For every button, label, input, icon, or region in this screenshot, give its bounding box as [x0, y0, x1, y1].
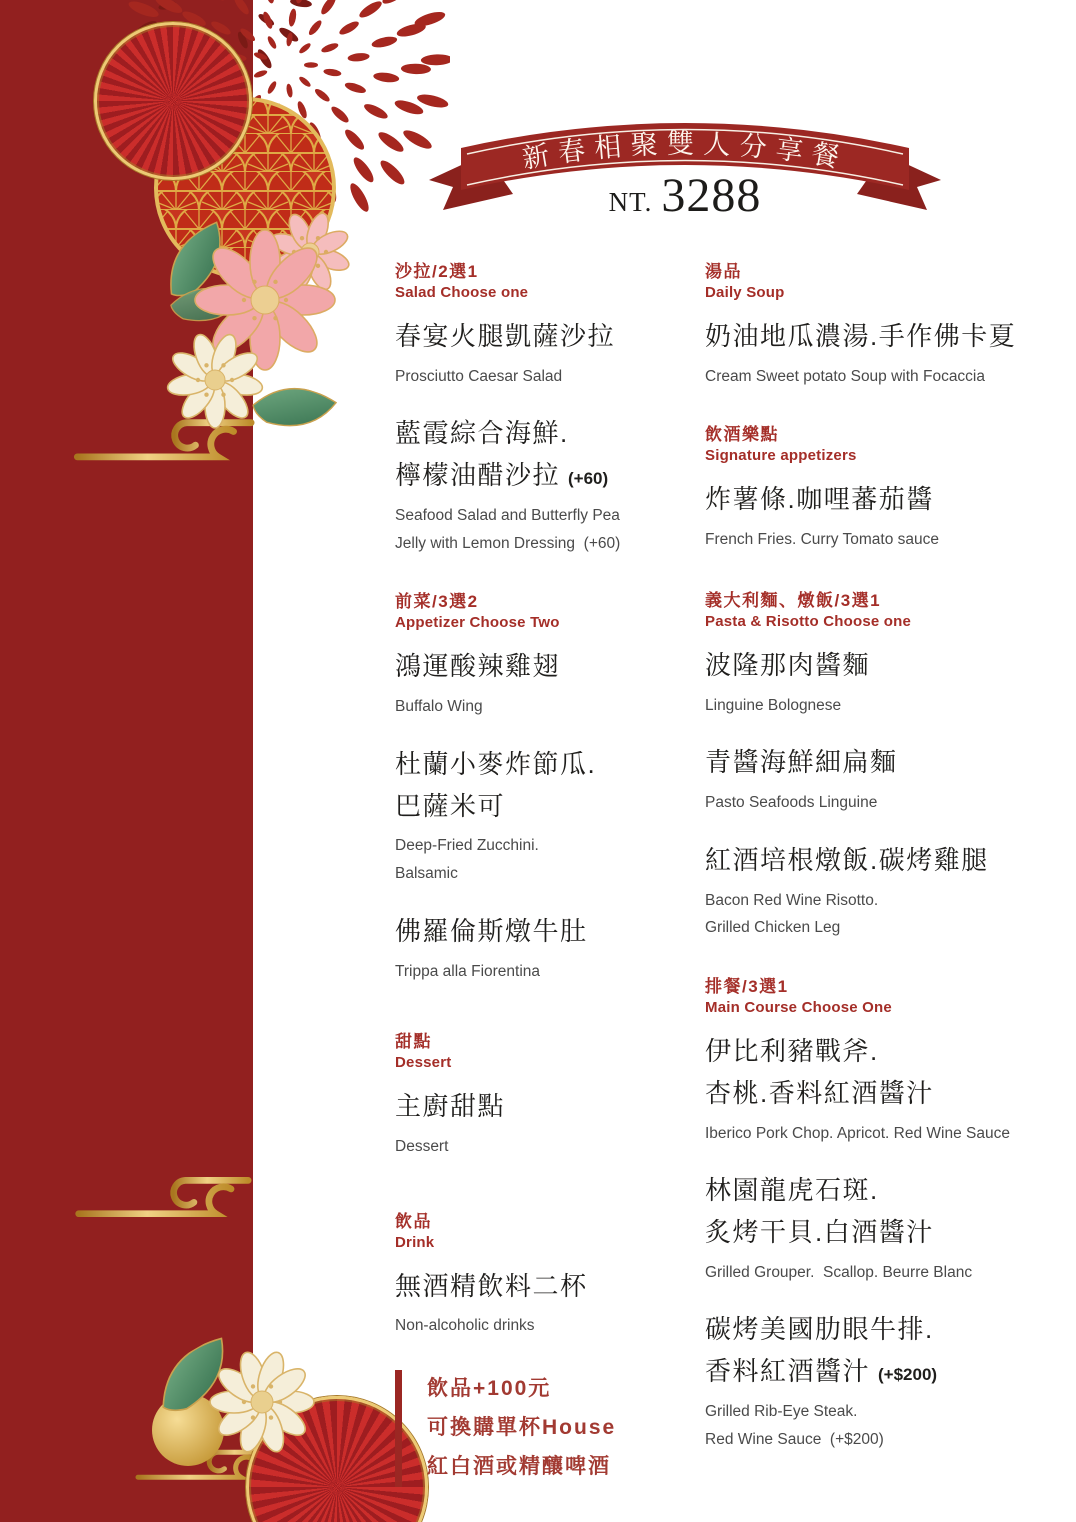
dish-name [705, 1309, 1057, 1392]
menu-item [705, 840, 1057, 942]
menu-column-right [705, 257, 1057, 1483]
menu-item [395, 1086, 687, 1160]
dish-description [705, 526, 1057, 554]
menu-section [395, 1027, 687, 1160]
menu-section [705, 420, 1057, 553]
dish-name-line: 炸薯條.咖哩蕃茄醬 [705, 484, 934, 515]
dish-description-line: Linguine Bolognese [705, 696, 842, 714]
dish-description-line: Balsamic [395, 865, 458, 883]
dish-description-line: Grilled Grouper. Scallop. Beurre Blanc [705, 1263, 973, 1281]
dish-name [395, 413, 687, 496]
dish-description [705, 1259, 1057, 1287]
dish-name-line: 杜蘭小麥炸節瓜. [395, 748, 597, 779]
dish-description [395, 958, 687, 986]
menu-item [395, 911, 687, 985]
section-heading-en: Salad Choose one [395, 284, 529, 301]
dish-description-line: Jelly with Lemon Dressing (+60) [395, 534, 621, 552]
dish-description-line: Grilled Rib-Eye Steak. [705, 1402, 858, 1420]
dish-description [395, 1133, 687, 1161]
dish-name-line: 奶油地瓜濃湯.手作佛卡夏 [705, 321, 1017, 351]
menu-section [395, 257, 687, 557]
dish-description [395, 363, 687, 391]
dish-description [705, 1120, 1057, 1148]
section-heading-zh: 前菜/3選2 [395, 592, 479, 612]
dish-name-line: 藍霞綜合海鮮. [395, 418, 569, 449]
dish-name [705, 479, 1057, 521]
dish-name-line: 佛羅倫斯燉牛肚 [395, 915, 588, 946]
dish-name-line: 檸檬油醋沙拉 (+60) [395, 460, 609, 491]
dish-description-line: Pasto Seafoods Linguine [705, 794, 878, 812]
dish-description-line: Seafood Salad and Butterfly Pea [395, 506, 620, 524]
section-heading-zh: 義大利麵、燉飯/3選1 [705, 590, 882, 610]
section-heading-zh: 飲酒樂點 [705, 425, 779, 445]
dish-description-line: Non-alcoholic drinks [395, 1317, 535, 1335]
dish-price-note: (+$200) [878, 1365, 938, 1385]
dish-name [705, 1031, 1057, 1114]
dish-name-line: 紅酒培根燉飯.碳烤雞腿 [705, 844, 989, 875]
dish-name-line: 無酒精飲料二杯 [395, 1270, 588, 1301]
menu-section [705, 257, 1057, 390]
menu-item [705, 645, 1057, 719]
menu-item [395, 646, 687, 720]
dish-name [395, 646, 687, 688]
menu-item [705, 1170, 1057, 1286]
banner-title: 新春相聚雙人分享餐 [519, 129, 851, 175]
menu-item [705, 479, 1057, 553]
dish-description [395, 1312, 687, 1340]
menu-item [395, 316, 687, 390]
menu-item [705, 742, 1057, 816]
paper-fan-icon [94, 22, 252, 180]
menu-section [705, 972, 1057, 1453]
dish-name-line: 伊比利豬戰斧. [705, 1036, 879, 1067]
dish-description-line: French Fries. Curry Tomato sauce [705, 531, 940, 549]
dish-description-line: Trippa alla Fiorentina [395, 962, 541, 980]
menu-item [395, 744, 687, 888]
dish-description [705, 789, 1057, 817]
note-line: 可換購單杯House [427, 1416, 617, 1440]
dish-description [395, 502, 687, 558]
dish-name [705, 1170, 1057, 1253]
dish-description [705, 1398, 1057, 1454]
note-line: 飲品+100元 [427, 1377, 552, 1401]
menu-item [395, 1266, 687, 1340]
dish-name-line: 林園龍虎石斑. [705, 1175, 879, 1206]
drink-upgrade-note [395, 1370, 687, 1487]
section-heading-en: Daily Soup [705, 284, 785, 301]
menu-item [395, 413, 687, 557]
section-heading-zh: 湯品 [705, 262, 742, 281]
title-banner [425, 92, 945, 242]
menu-section [395, 587, 687, 985]
dish-name [705, 316, 1057, 358]
section-heading-en: Appetizer Choose Two [395, 614, 560, 632]
dish-name [705, 645, 1057, 687]
dish-description [705, 887, 1057, 943]
dish-name-line: 青醬海鮮細扁麵 [705, 747, 898, 778]
section-heading-en: Pasta & Risotto Choose one [705, 612, 912, 630]
dish-name-line: 波隆那肉醬麵 [705, 649, 871, 680]
dish-description-line: Buffalo Wing [395, 698, 483, 716]
dish-name-line: 巴薩米可 [395, 790, 506, 821]
dish-name [395, 316, 687, 358]
section-heading-zh: 排餐/3選1 [705, 977, 789, 997]
dish-price-note: (+60) [568, 469, 609, 489]
currency-label: NT. [608, 187, 653, 217]
dish-description-line: Dessert [395, 1137, 449, 1155]
dish-name-line: 主廚甜點 [395, 1091, 506, 1122]
dish-name [705, 742, 1057, 784]
dish-description-line: Iberico Pork Chop. Apricot. Red Wine Sauce [705, 1124, 1010, 1142]
dish-description [395, 693, 687, 721]
dish-name-line: 鴻運酸辣雞翅 [395, 651, 561, 682]
section-heading-zh: 甜點 [395, 1032, 432, 1052]
dish-description-line: Cream Sweet potato Soup with Focaccia [705, 367, 985, 385]
cloud-icon [52, 1164, 252, 1252]
dish-name [395, 1086, 687, 1128]
dish-name [395, 1266, 687, 1308]
dish-description-line: Deep-Fried Zucchini. [395, 837, 539, 855]
white-blossom-icon [197, 1337, 327, 1467]
dish-name [705, 840, 1057, 882]
dish-name [395, 744, 687, 827]
dish-name-line: 炙烤干貝.白酒醬汁 [705, 1216, 934, 1247]
section-heading-en: Dessert [395, 1054, 452, 1072]
section-heading-zh: 飲品 [395, 1211, 432, 1231]
white-blossom-icon [155, 320, 275, 440]
dish-name-line: 碳烤美國肋眼牛排. [705, 1314, 934, 1345]
dish-name [395, 911, 687, 953]
menu-section [395, 1207, 687, 1340]
dish-description-line: Bacon Red Wine Risotto. [705, 891, 879, 909]
section-heading-en: Main Course Choose One [705, 999, 892, 1017]
dish-description-line: Prosciutto Caesar Salad [395, 367, 563, 385]
price-amount: 3288 [661, 169, 762, 222]
menu-item [705, 1031, 1057, 1147]
dish-description-line: Grilled Chicken Leg [705, 919, 841, 937]
section-heading-en: Signature appetizers [705, 447, 857, 465]
section-heading-en: Drink [395, 1233, 435, 1251]
menu-section [705, 586, 1057, 942]
dish-description [705, 692, 1057, 720]
dish-name-line: 春宴火腿凱薩沙拉 [395, 321, 616, 351]
dish-description [395, 832, 687, 888]
dish-description-line: Red Wine Sauce (+$200) [705, 1430, 884, 1448]
menu-column-left [395, 257, 687, 1487]
menu-item [705, 316, 1057, 390]
dish-name-line: 杏桃.香料紅酒醬汁 [705, 1077, 934, 1108]
note-line: 紅白酒或精釀啤酒 [427, 1455, 611, 1479]
price [425, 168, 945, 223]
menu-item [705, 1309, 1057, 1453]
section-heading-zh: 沙拉/2選1 [395, 262, 479, 281]
dish-description [705, 363, 1057, 391]
dish-name-line: 香料紅酒醬汁 (+$200) [705, 1356, 938, 1387]
